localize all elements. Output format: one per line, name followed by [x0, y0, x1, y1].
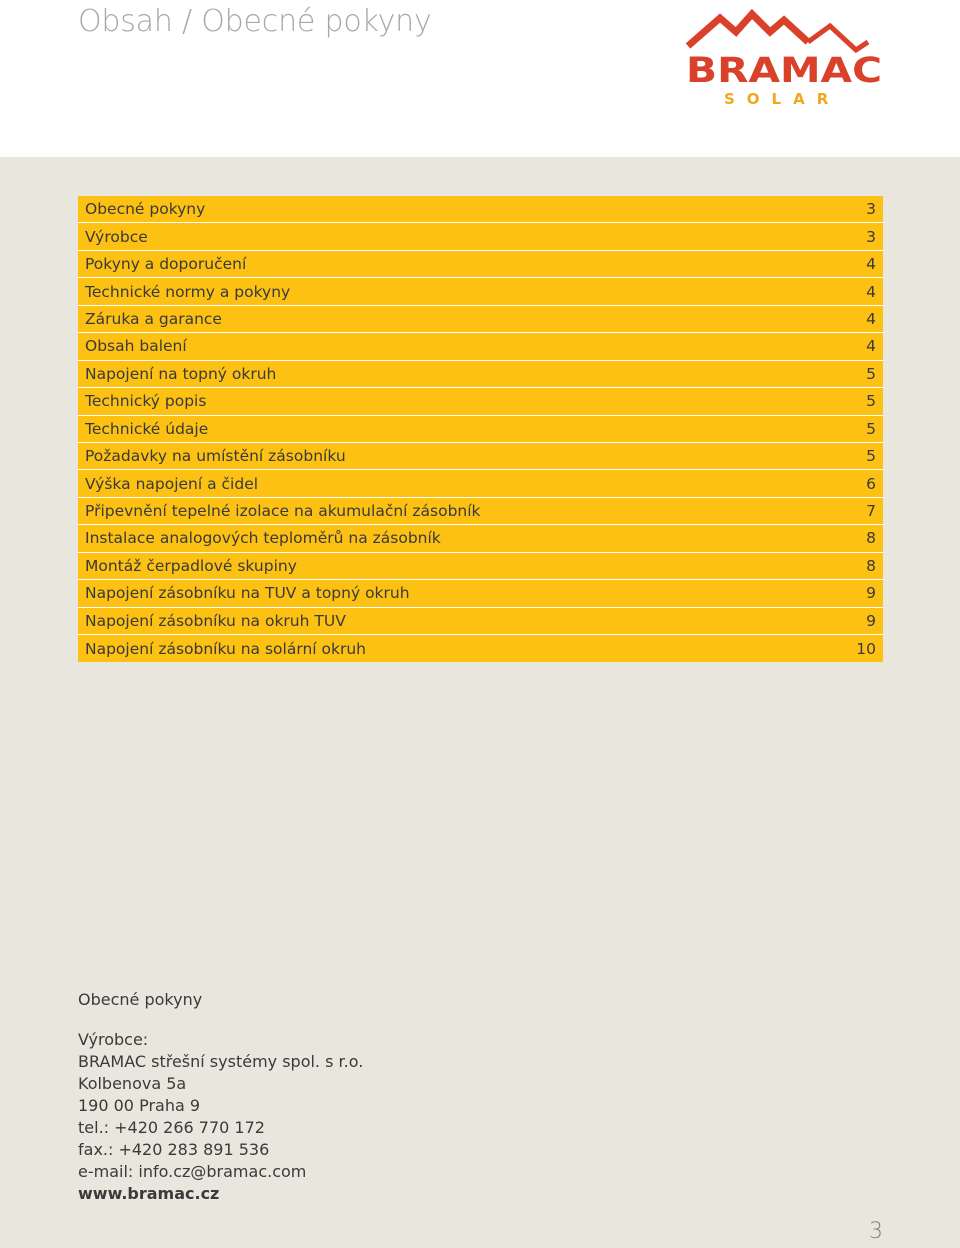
toc-entry[interactable]	[78, 470, 883, 497]
toc-entry[interactable]	[78, 278, 883, 305]
toc-entry[interactable]	[78, 553, 883, 580]
toc-entry-label: Technické údaje	[85, 419, 209, 438]
toc-entry-page: 5	[866, 447, 876, 466]
toc-entry-page: 4	[866, 282, 876, 301]
toc-entry-label: Napojení zásobníku na okruh TUV	[85, 611, 346, 630]
email-address: e-mail: info.cz@bramac.com	[78, 1162, 307, 1181]
toc-entry[interactable]	[78, 388, 883, 415]
street-address: Kolbenova 5a	[78, 1074, 187, 1093]
website-link[interactable]: www.bramac.cz	[78, 1184, 220, 1203]
toc-entry-label: Výška napojení a čidel	[85, 474, 259, 493]
page-content	[0, 157, 960, 1248]
toc-entry-page: 5	[866, 419, 876, 438]
fax-number: fax.: +420 283 891 536	[78, 1140, 270, 1159]
logo-sub-text: SOLAR	[724, 90, 841, 108]
toc-entry-page: 8	[866, 529, 876, 548]
toc-entry[interactable]	[78, 443, 883, 470]
toc-entry-label: Připevnění tepelné izolace na akumulační zásobník	[85, 502, 481, 521]
toc-entry-label: Napojení zásobníku na TUV a topný okruh	[85, 584, 410, 603]
toc-entry-label: Obsah balení	[85, 337, 187, 356]
logo-brand-text: BRAMAC	[686, 51, 882, 91]
toc-entry-page: 10	[856, 639, 876, 658]
toc-entry-page: 3	[866, 227, 876, 246]
toc-entry[interactable]	[78, 251, 883, 278]
toc-entry-page: 5	[866, 364, 876, 383]
toc-entry-label: Montáž čerpadlové skupiny	[85, 556, 297, 575]
page-title: Obsah / Obecné pokyny	[78, 4, 432, 39]
toc-entry-page: 5	[866, 392, 876, 411]
section-title: Obecné pokyny	[78, 990, 203, 1009]
logo-roof-icon	[688, 14, 808, 46]
toc-entry[interactable]	[78, 635, 883, 662]
toc-entry-page: 9	[866, 584, 876, 603]
company-name: BRAMAC střešní systémy spol. s r.o.	[78, 1052, 364, 1071]
phone-number: tel.: +420 266 770 172	[78, 1118, 265, 1137]
toc-entry-label: Výrobce	[85, 227, 148, 246]
toc-entry-label: Obecné pokyny	[85, 200, 206, 219]
toc-entry-page: 7	[866, 502, 876, 521]
toc-entry[interactable]	[78, 580, 883, 607]
toc-entry-page: 3	[866, 200, 876, 219]
toc-entry-page: 4	[866, 309, 876, 328]
toc-entry-page: 4	[866, 337, 876, 356]
city-address: 190 00 Praha 9	[78, 1096, 201, 1115]
page-header	[0, 0, 960, 157]
toc-entry-page: 8	[866, 556, 876, 575]
toc-entry[interactable]	[78, 223, 883, 250]
toc-entry-label: Pokyny a doporučení	[85, 255, 247, 274]
toc-entry[interactable]	[78, 361, 883, 388]
toc-entry[interactable]	[78, 196, 883, 223]
toc-entry-label: Požadavky na umístění zásobníku	[85, 447, 346, 466]
toc-entry-label: Napojení na topný okruh	[85, 364, 277, 383]
toc-entry-page: 9	[866, 611, 876, 630]
toc-entry[interactable]	[78, 525, 883, 552]
toc-entry-label: Technické normy a pokyny	[85, 282, 291, 301]
bramac-solar-logo	[680, 6, 890, 116]
toc-entry-page: 4	[866, 255, 876, 274]
toc-entry-label: Instalace analogových teploměrů na zásobník	[85, 529, 441, 548]
toc-entry[interactable]	[78, 306, 883, 333]
table-of-contents	[78, 196, 883, 662]
toc-entry-label: Napojení zásobníku na solární okruh	[85, 639, 366, 658]
general-info	[78, 989, 363, 1205]
toc-entry[interactable]	[78, 333, 883, 360]
toc-entry[interactable]	[78, 416, 883, 443]
toc-entry-label: Záruka a garance	[85, 309, 222, 328]
manufacturer-label: Výrobce:	[78, 1030, 149, 1049]
page-number: 3	[869, 1219, 883, 1244]
toc-entry[interactable]	[78, 498, 883, 525]
toc-entry[interactable]	[78, 608, 883, 635]
toc-entry-page: 6	[866, 474, 876, 493]
toc-entry-label: Technický popis	[85, 392, 207, 411]
